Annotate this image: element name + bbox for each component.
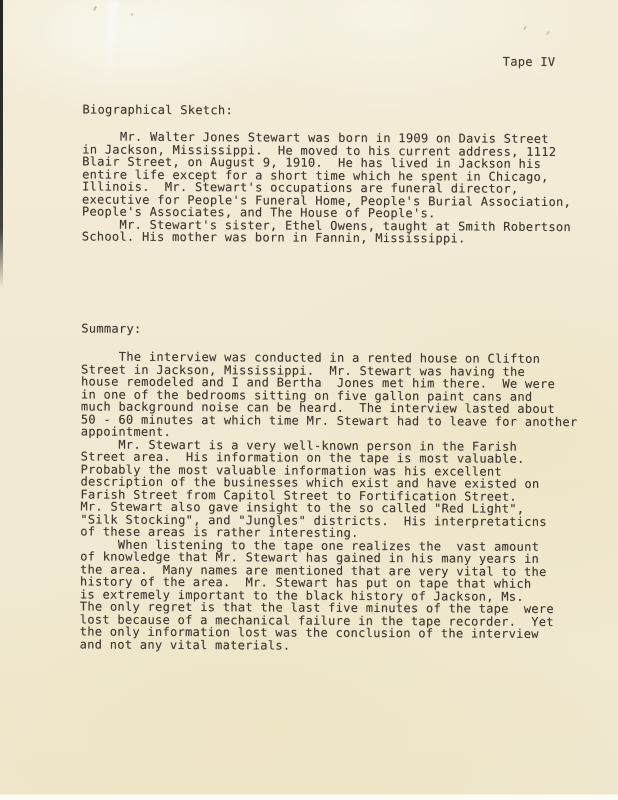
summary-body: The interview was conducted in a rented house on Clifton Street in Jackson, Mississippi. Mr. Stewart was having the house remodeled and I and Bertha Jones met him there. We were in one of the bedrooms sitting on five gallon paint cans and much background noise can be heard. The interview lasted about 50 - 60 minutes at which time Mr. Stewart had to leave for another appointment. Mr. Stewart is a very well-known person in the Farish Street area. His information on the tape is most valuable. Probably the most valuable information was his excellent description of the businesses which exist and have existed on Farish Street from Capitol Street to Fortification Street. Mr. Stewart also gave insight to the so called "Red Light", "Silk Stocking", and "Jungles" districts. His interpretaticns of these areas is rather interesting. When listening to the tape one realizes the vast amount of knowledge that Mr. Stewart has gained in his many years in the area. Many names are mentioned that are very vital to the history of the area. Mr. Stewart has put on tape that which is extremely important to the black history of Jackson, Ms. The only regret is that the last five minutes of the tape were lost because of a mechanical failure in the tape recorder. Yet the only information lost was the conclusion of the interview and not any vital materials. [79, 349, 578, 653]
summary-heading: Summary: [81, 321, 142, 336]
tape-number-label: Tape IV [502, 54, 556, 69]
scan-edge-bottom-strip [0, 795, 618, 800]
biographical-sketch-heading: Biographical Sketch: [82, 102, 233, 118]
biographical-sketch-body: Mr. Walter Jones Stewart was born in 1909 on Davis Street in Jackson, Mississippi. He moved to his current address, 1112 Blair Street, on August 9, 1910. He has lived in Jackson his entire life except for a short time which he spent in Chicago, Illinois. Mr. Stewart's occupations are funeral director, executive for People's Funeral Home, People's Burial Association, People's Associates, and The House of People's. Mr. Stewart's sister, Ethel Owens, taught at Smith Robertson School. His mother was born in Fannin, Mississippi. [81, 129, 572, 246]
